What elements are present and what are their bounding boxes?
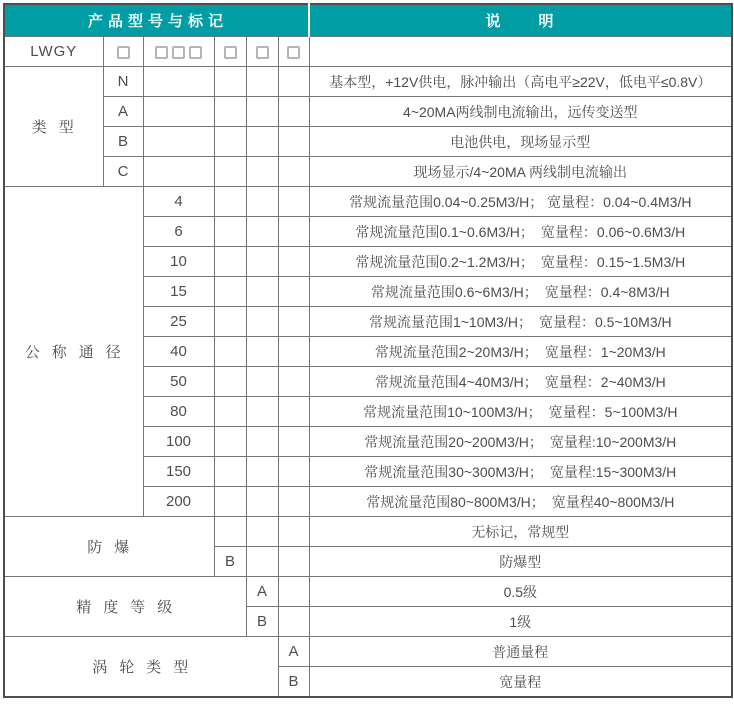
empty-cell: [246, 127, 278, 157]
empty-cell: [278, 157, 309, 187]
diameter-code: 40: [143, 337, 214, 367]
empty-cell: [214, 487, 246, 517]
model-digit-cell: [214, 37, 246, 67]
empty-cell: [278, 517, 309, 547]
diameter-description: 常规流量范围0.2~1.2M3/H； 宽量程：0.15~1.5M3/H: [309, 247, 732, 277]
checkbox-placeholder-icon: [224, 46, 237, 59]
type-code: N: [103, 67, 143, 97]
checkbox-placeholder-icon: [189, 46, 202, 59]
diameter-description: 常规流量范围0.1~0.6M3/H； 宽量程：0.06~0.6M3/H: [309, 217, 732, 247]
diameter-description: 常规流量范围20~200M3/H； 宽量程:10~200M3/H: [309, 427, 732, 457]
turbine-row: [4, 637, 732, 667]
section-label-accuracy: 精度等级: [4, 577, 246, 637]
checkbox-placeholder-icon: [117, 46, 130, 59]
explosionproof-code: B: [214, 547, 246, 577]
checkbox-placeholder-icon: [287, 46, 300, 59]
accuracy-description: 0.5级: [309, 577, 732, 607]
type-row: [4, 67, 732, 97]
empty-cell: [214, 127, 246, 157]
model-code-row: [4, 37, 732, 67]
type-code: A: [103, 97, 143, 127]
checkbox-placeholder-icon: [155, 46, 168, 59]
empty-cell: [214, 97, 246, 127]
empty-cell: [246, 487, 278, 517]
checkbox-placeholder-icon: [172, 46, 185, 59]
empty-cell: [246, 67, 278, 97]
empty-cell: [246, 307, 278, 337]
model-digit-cell: [246, 37, 278, 67]
empty-cell: [214, 67, 246, 97]
empty-cell: [214, 217, 246, 247]
diameter-code: 6: [143, 217, 214, 247]
empty-cell: [278, 97, 309, 127]
empty-cell: [278, 277, 309, 307]
empty-cell: [214, 277, 246, 307]
type-row: [4, 157, 732, 187]
empty-cell: [278, 187, 309, 217]
empty-cell: [278, 487, 309, 517]
type-description: 电池供电，现场显示型: [309, 127, 732, 157]
model-spec-table: [3, 3, 733, 698]
empty-cell: [278, 367, 309, 397]
diameter-description: 常规流量范围0.6~6M3/H； 宽量程：0.4~8M3/H: [309, 277, 732, 307]
diameter-description: 常规流量范围1~10M3/H； 宽量程：0.5~10M3/H: [309, 307, 732, 337]
empty-cell: [278, 217, 309, 247]
empty-cell: [246, 517, 278, 547]
type-code: C: [103, 157, 143, 187]
empty-cell: [278, 547, 309, 577]
empty-cell: [246, 367, 278, 397]
diameter-description: 常规流量范围2~20M3/H； 宽量程：1~20M3/H: [309, 337, 732, 367]
header-model-title: 产品型号与标记: [4, 4, 309, 37]
diameter-code: 15: [143, 277, 214, 307]
empty-cell: [246, 427, 278, 457]
empty-cell: [214, 187, 246, 217]
empty-cell: [278, 397, 309, 427]
empty-cell: [143, 67, 214, 97]
empty-cell: [246, 397, 278, 427]
diameter-description: 常规流量范围10~100M3/H； 宽量程：5~100M3/H: [309, 397, 732, 427]
section-label-type: 类型: [4, 67, 103, 187]
empty-cell: [214, 247, 246, 277]
model-digit-cell: [103, 37, 143, 67]
diameter-code: 80: [143, 397, 214, 427]
type-row: [4, 97, 732, 127]
empty-cell: [214, 457, 246, 487]
empty-cell: [143, 157, 214, 187]
model-prefix: LWGY: [4, 37, 103, 67]
empty-cell: [278, 457, 309, 487]
type-code: B: [103, 127, 143, 157]
empty-description-cell: [309, 37, 732, 67]
empty-cell: [246, 277, 278, 307]
diameter-code: 10: [143, 247, 214, 277]
checkbox-placeholder-icon: [256, 46, 269, 59]
empty-cell: [246, 457, 278, 487]
diameter-code: 100: [143, 427, 214, 457]
empty-cell: [246, 97, 278, 127]
accuracy-code: B: [246, 607, 278, 637]
header-description-title: 说明: [309, 4, 732, 37]
empty-cell: [278, 607, 309, 637]
diameter-description: 常规流量范围80~800M3/H； 宽量程40~800M3/H: [309, 487, 732, 517]
empty-cell: [246, 187, 278, 217]
empty-cell: [278, 247, 309, 277]
accuracy-code: A: [246, 577, 278, 607]
empty-cell: [278, 337, 309, 367]
empty-cell: [278, 307, 309, 337]
empty-cell: [278, 127, 309, 157]
model-digit-cell: [143, 37, 214, 67]
empty-cell: [278, 427, 309, 457]
empty-cell: [214, 367, 246, 397]
empty-cell: [143, 97, 214, 127]
type-row: [4, 127, 732, 157]
type-description: 4~20MA两线制电流输出，远传变送型: [309, 97, 732, 127]
empty-cell: [246, 217, 278, 247]
empty-cell: [214, 307, 246, 337]
diameter-code: 50: [143, 367, 214, 397]
empty-cell: [246, 337, 278, 367]
section-label-diameter: 公称通径: [4, 187, 143, 517]
empty-cell: [246, 157, 278, 187]
empty-cell: [214, 397, 246, 427]
explosionproof-description: 无标记，常规型: [309, 517, 732, 547]
empty-cell: [278, 67, 309, 97]
empty-cell: [214, 157, 246, 187]
empty-cell: [214, 427, 246, 457]
diameter-code: 150: [143, 457, 214, 487]
diameter-code: 200: [143, 487, 214, 517]
empty-cell: [214, 337, 246, 367]
diameter-code: 4: [143, 187, 214, 217]
type-description: 基本型，+12V供电，脉冲输出（高电平≥22V，低电平≤0.8V）: [309, 67, 732, 97]
turbine-description: 普通量程: [309, 637, 732, 667]
diameter-description: 常规流量范围0.04~0.25M3/H； 宽量程：0.04~0.4M3/H: [309, 187, 732, 217]
empty-cell: [278, 577, 309, 607]
header-row: [4, 4, 732, 37]
turbine-code: A: [278, 637, 309, 667]
type-description: 现场显示/4~20MA 两线制电流输出: [309, 157, 732, 187]
turbine-description: 宽量程: [309, 667, 732, 698]
section-label-explosionproof: 防爆: [4, 517, 214, 577]
empty-cell: [246, 547, 278, 577]
diameter-row: [4, 187, 732, 217]
explosionproof-code: [214, 517, 246, 547]
explosionproof-description: 防爆型: [309, 547, 732, 577]
empty-cell: [246, 247, 278, 277]
section-label-turbine: 涡轮类型: [4, 637, 278, 698]
explosionproof-row: [4, 517, 732, 547]
empty-cell: [143, 127, 214, 157]
accuracy-row: [4, 577, 732, 607]
diameter-code: 25: [143, 307, 214, 337]
diameter-description: 常规流量范围30~300M3/H； 宽量程:15~300M3/H: [309, 457, 732, 487]
model-digit-cell: [278, 37, 309, 67]
diameter-description: 常规流量范围4~40M3/H； 宽量程：2~40M3/H: [309, 367, 732, 397]
accuracy-description: 1级: [309, 607, 732, 637]
turbine-code: B: [278, 667, 309, 698]
